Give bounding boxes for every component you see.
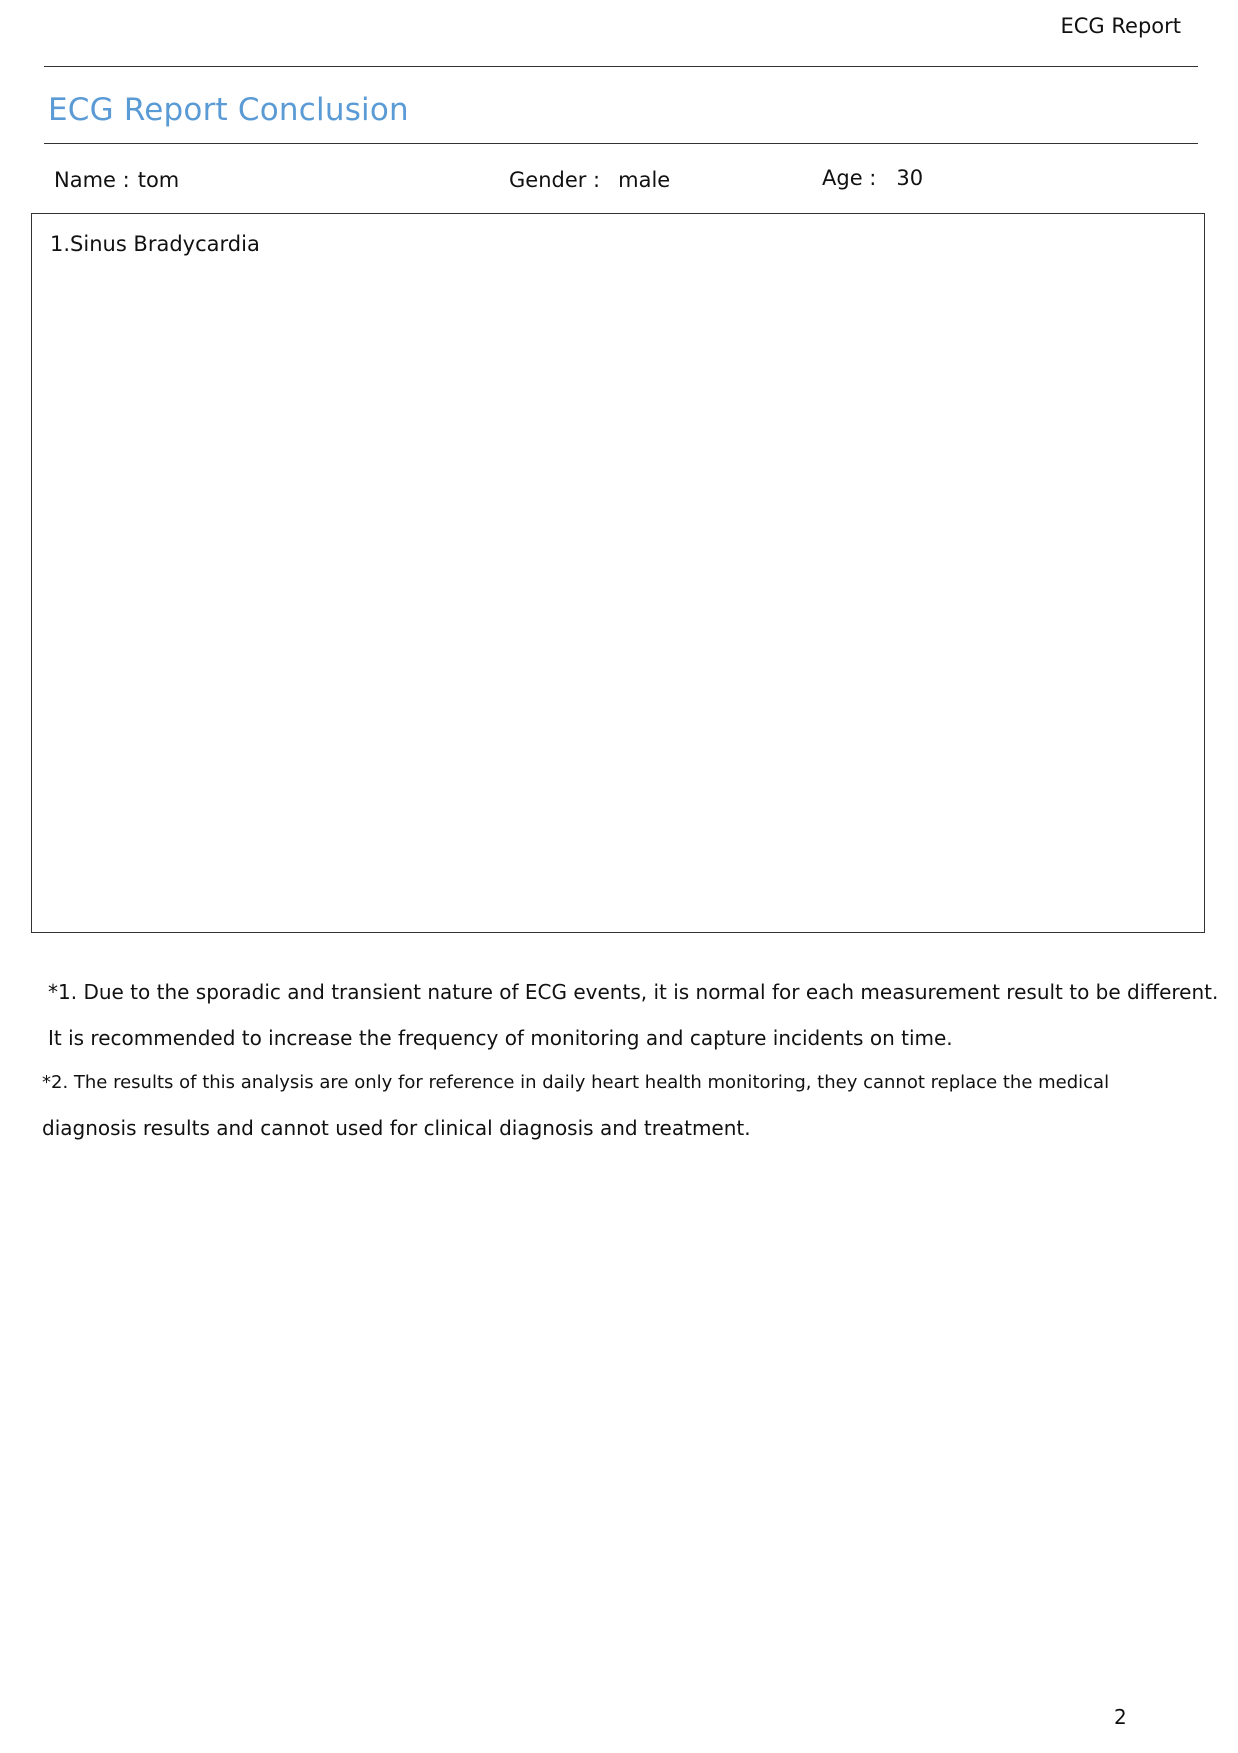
report-heading: ECG Report Conclusion bbox=[48, 92, 409, 128]
page-number: 2 bbox=[1114, 1705, 1127, 1729]
patient-name-value: tom bbox=[137, 168, 180, 192]
patient-name bbox=[54, 168, 179, 192]
disclaimer-note-2-line-2: diagnosis results and cannot used for clinical diagnosis and treatment. bbox=[42, 1116, 751, 1140]
patient-age bbox=[822, 166, 923, 190]
header-divider bbox=[44, 66, 1198, 67]
patient-gender bbox=[509, 168, 670, 192]
patient-age-value: 30 bbox=[896, 166, 924, 190]
disclaimer-note-1-line-1: *1. Due to the sporadic and transient nature of ECG events, it is normal for each measurement result to be different. bbox=[48, 980, 1219, 1004]
patient-age-label: Age : bbox=[822, 166, 877, 190]
disclaimer-note-1-line-2: It is recommended to increase the frequency of monitoring and capture incidents on time. bbox=[48, 1026, 953, 1050]
patient-gender-label: Gender : bbox=[509, 168, 601, 192]
disclaimer-note-2-line-1: *2. The results of this analysis are only for reference in daily heart health monitoring, they cannot replace the medical bbox=[42, 1072, 1110, 1093]
conclusion-box bbox=[31, 213, 1205, 933]
patient-gender-value: male bbox=[618, 168, 671, 192]
patient-name-label: Name : bbox=[54, 168, 130, 192]
heading-divider bbox=[44, 143, 1198, 144]
conclusion-item: 1.Sinus Bradycardia bbox=[50, 232, 260, 256]
page-header-title: ECG Report bbox=[1060, 14, 1181, 38]
